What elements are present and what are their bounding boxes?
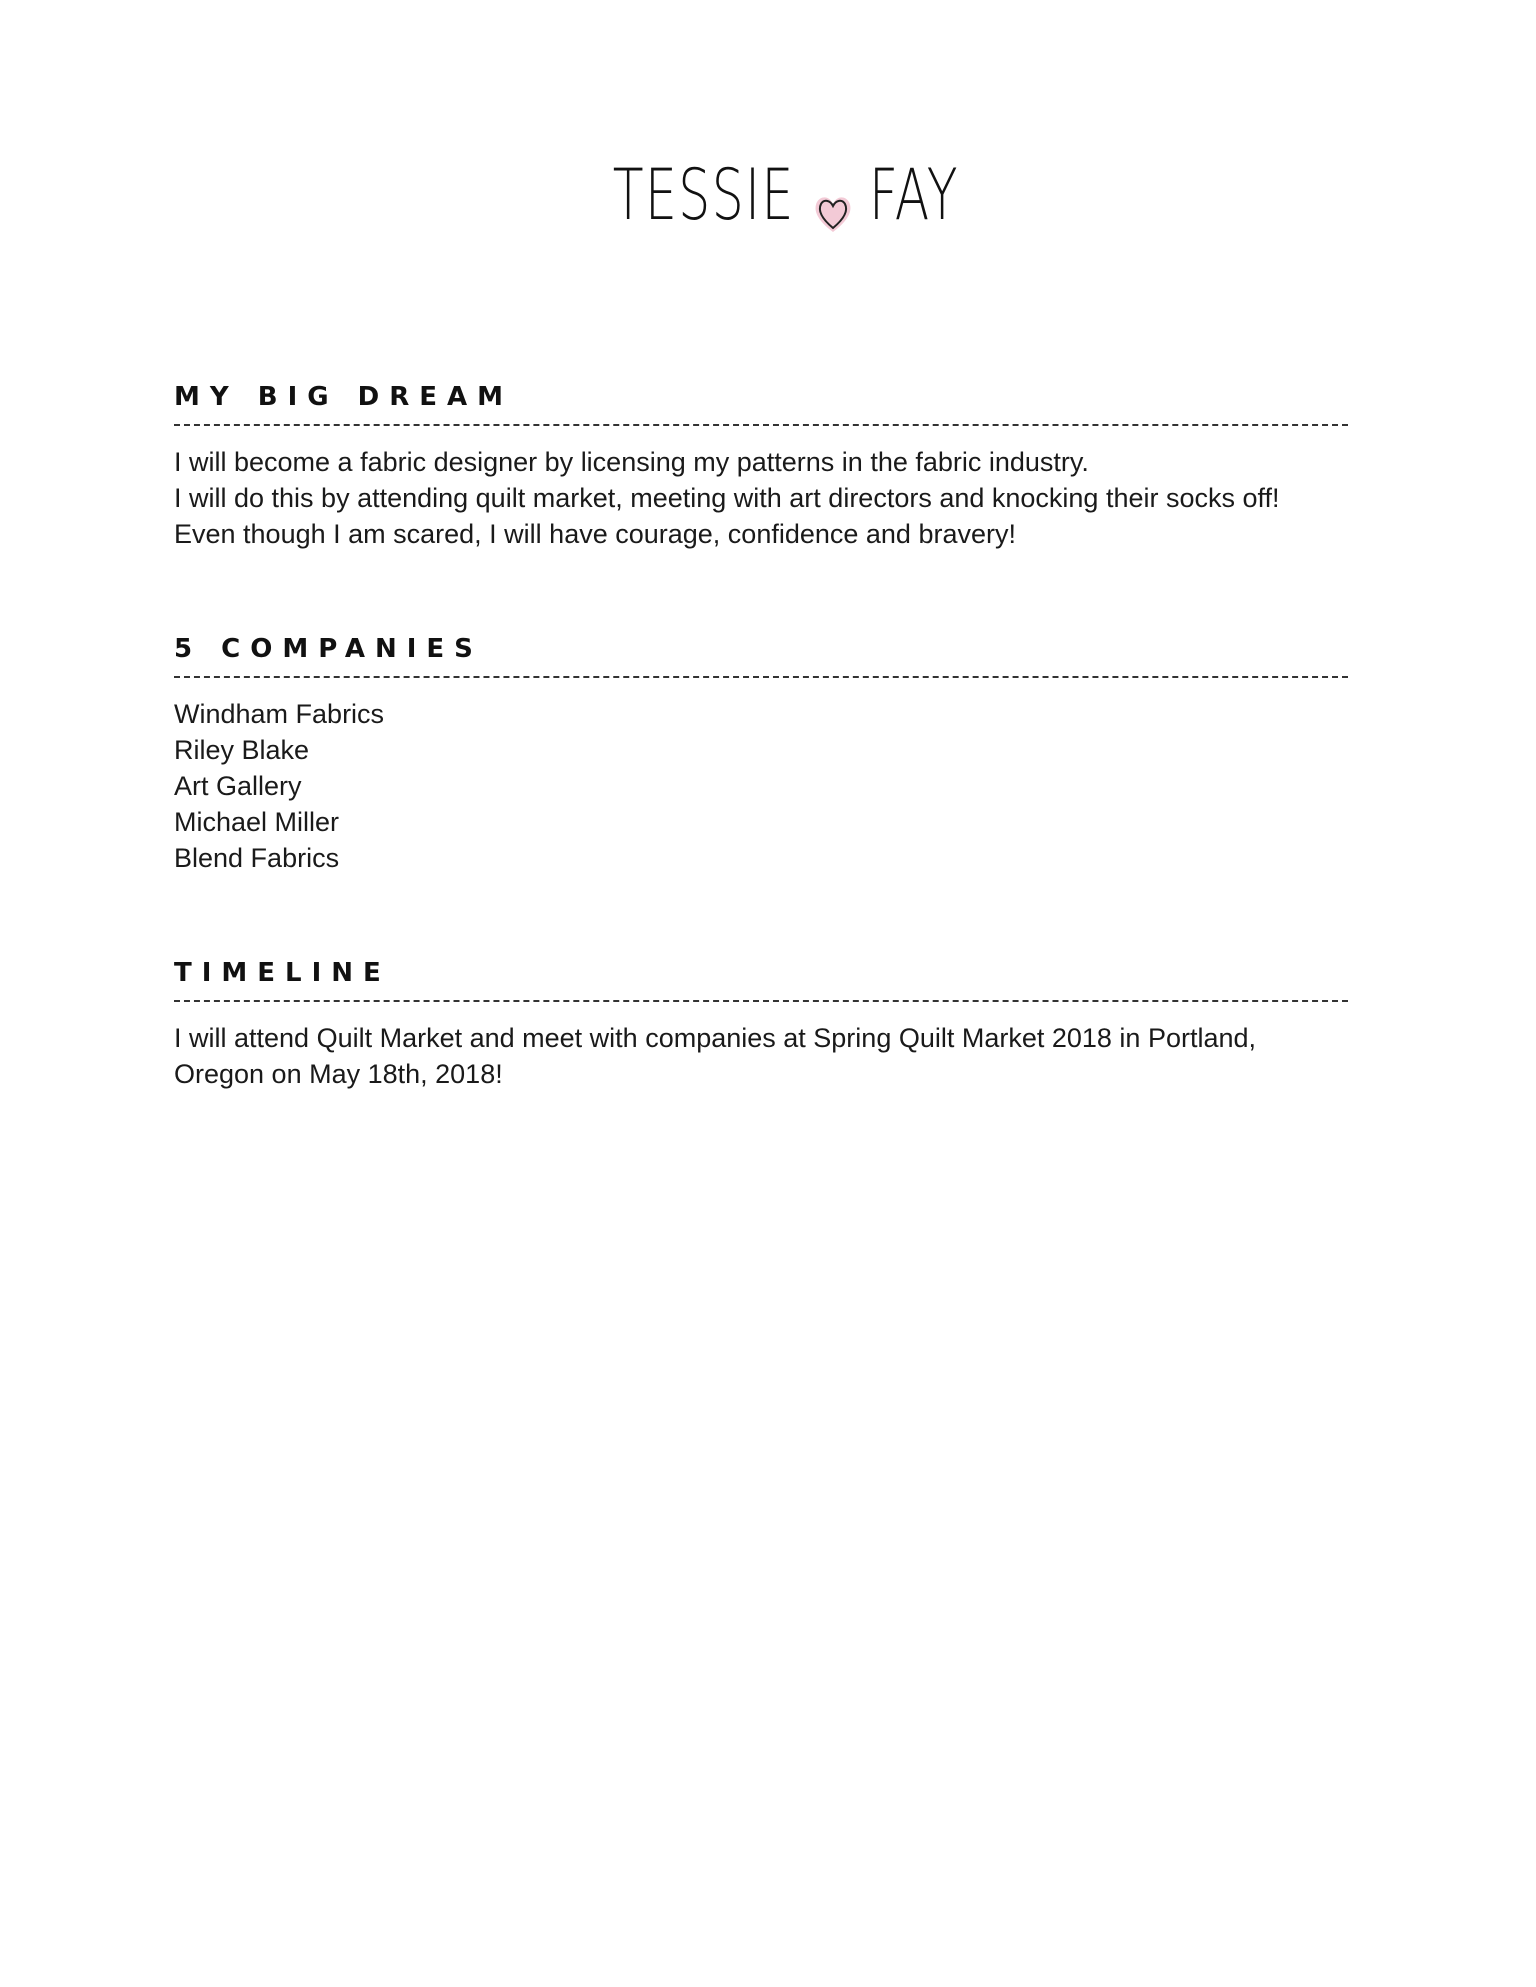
big-dream-heading: MY BIG DREAM [174, 382, 513, 412]
timeline-heading: TIMELINE [174, 958, 391, 988]
list-item: Art Gallery [174, 771, 302, 801]
list-item: Riley Blake [174, 735, 310, 765]
list-item: Windham Fabrics [174, 699, 385, 729]
logo-word-left: TESSIE [612, 154, 795, 236]
timeline-text [174, 1020, 1350, 1092]
companies-list [174, 696, 1350, 876]
companies-heading: 5 COMPANIES [174, 634, 483, 664]
dotted-divider [174, 424, 1348, 426]
text-line: I will do this by attending quilt market, meeting with art directors and knocking their socks off! [174, 483, 1280, 513]
companies-section [174, 632, 1350, 876]
dotted-divider [174, 1000, 1348, 1002]
list-item: Blend Fabrics [174, 843, 340, 873]
text-line: Even though I am scared, I will have courage, confidence and bravery! [174, 519, 1016, 549]
logo-word-right: FAY [868, 154, 959, 236]
brand-logo [0, 154, 1536, 236]
text-line: Oregon on May 18th, 2018! [174, 1059, 503, 1089]
big-dream-section [174, 380, 1350, 552]
dotted-divider [174, 676, 1348, 678]
list-item: Michael Miller [174, 807, 340, 837]
text-line: I will attend Quilt Market and meet with companies at Spring Quilt Market 2018 in Portland, [174, 1023, 1257, 1053]
big-dream-text [174, 444, 1350, 552]
text-line: I will become a fabric designer by licensing my patterns in the fabric industry. [174, 447, 1089, 477]
heart-icon [811, 177, 855, 221]
timeline-section [174, 956, 1350, 1092]
